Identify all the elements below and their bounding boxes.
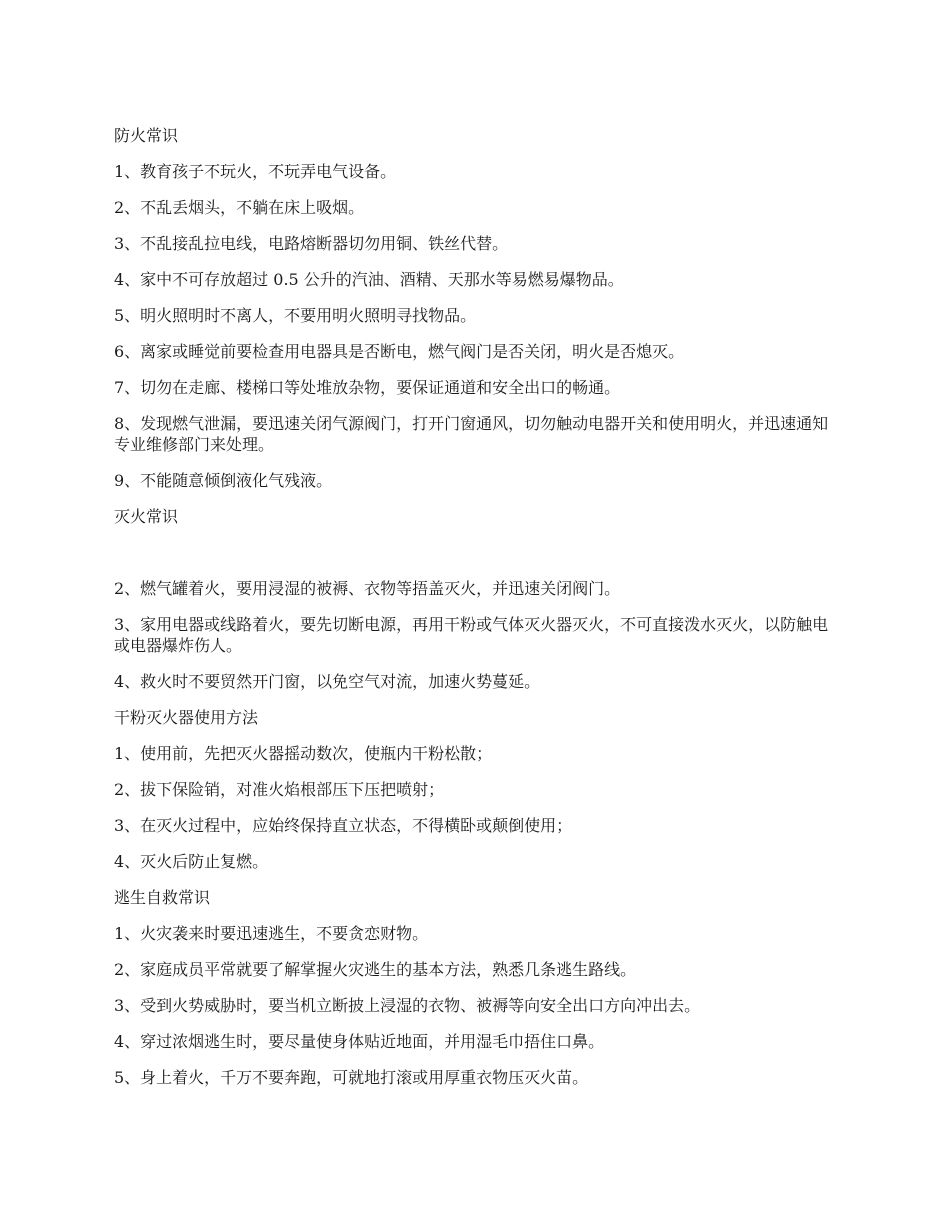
- list-item: 4、救火时不要贸然开门窗，以免空气对流，加速火势蔓延。: [114, 672, 541, 691]
- section-heading-fire-fighting: 灭火常识: [114, 507, 179, 526]
- list-item: 3、不乱接乱拉电线，电路熔断器切勿用铜、铁丝代替。: [114, 234, 509, 253]
- section-heading-extinguisher-usage: 干粉灭火器使用方法: [114, 708, 259, 727]
- list-item: 3、在灭火过程中，应始终保持直立状态，不得横卧或颠倒使用；: [114, 816, 573, 835]
- blank-line: [114, 542, 836, 563]
- list-item: 2、家庭成员平常就要了解掌握火灾逃生的基本方法，熟悉几条逃生路线。: [114, 960, 637, 979]
- list-item: 5、身上着火，千万不要奔跑，可就地打滚或用厚重衣物压灭火苗。: [114, 1068, 589, 1087]
- list-item: 3、家用电器或线路着火，要先切断电源，再用干粉或气体灭火器灭火，不可直接泼水灭火，以防触电或电器爆炸伤人。: [114, 615, 829, 655]
- list-item: 1、火灾袭来时要迅速逃生，不要贪恋财物。: [114, 924, 429, 943]
- list-item: 8、发现燃气泄漏，要迅速关闭气源阀门，打开门窗通风，切勿触动电器开关和使用明火，并迅速通知专业维修部门来处理。: [114, 414, 829, 454]
- list-item: 4、家中不可存放超过 0.5 公升的汽油、酒精、天那水等易燃易爆物品。: [114, 270, 624, 289]
- list-item: 2、拔下保险销，对准火焰根部压下压把喷射；: [114, 780, 445, 799]
- document-body: [114, 125, 836, 1103]
- list-item: 1、使用前，先把灭火器摇动数次，使瓶内干粉松散；: [114, 744, 493, 763]
- list-item: 6、离家或睡觉前要检查用电器具是否断电，燃气阀门是否关闭，明火是否熄灭。: [114, 342, 685, 361]
- section-heading-fire-prevention: 防火常识: [114, 126, 179, 145]
- list-item: 4、灭火后防止复燃。: [114, 852, 269, 871]
- list-item: 1、教育孩子不玩火，不玩弄电气设备。: [114, 162, 397, 181]
- section-heading-escape: 逃生自救常识: [114, 888, 211, 907]
- list-item: 2、不乱丢烟头，不躺在床上吸烟。: [114, 198, 365, 217]
- list-item: 7、切勿在走廊、楼梯口等处堆放杂物，要保证通道和安全出口的畅通。: [114, 378, 621, 397]
- list-item: 4、穿过浓烟逃生时，要尽量使身体贴近地面，并用湿毛巾捂住口鼻。: [114, 1032, 605, 1051]
- list-item: 5、明火照明时不离人，不要用明火照明寻找物品。: [114, 306, 477, 325]
- list-item: 2、燃气罐着火，要用浸湿的被褥、衣物等捂盖灭火，并迅速关闭阀门。: [114, 579, 621, 598]
- list-item: 9、不能随意倾倒液化气残液。: [114, 471, 333, 490]
- list-item: 3、受到火势威胁时，要当机立断披上浸湿的衣物、被褥等向安全出口方向冲出去。: [114, 996, 701, 1015]
